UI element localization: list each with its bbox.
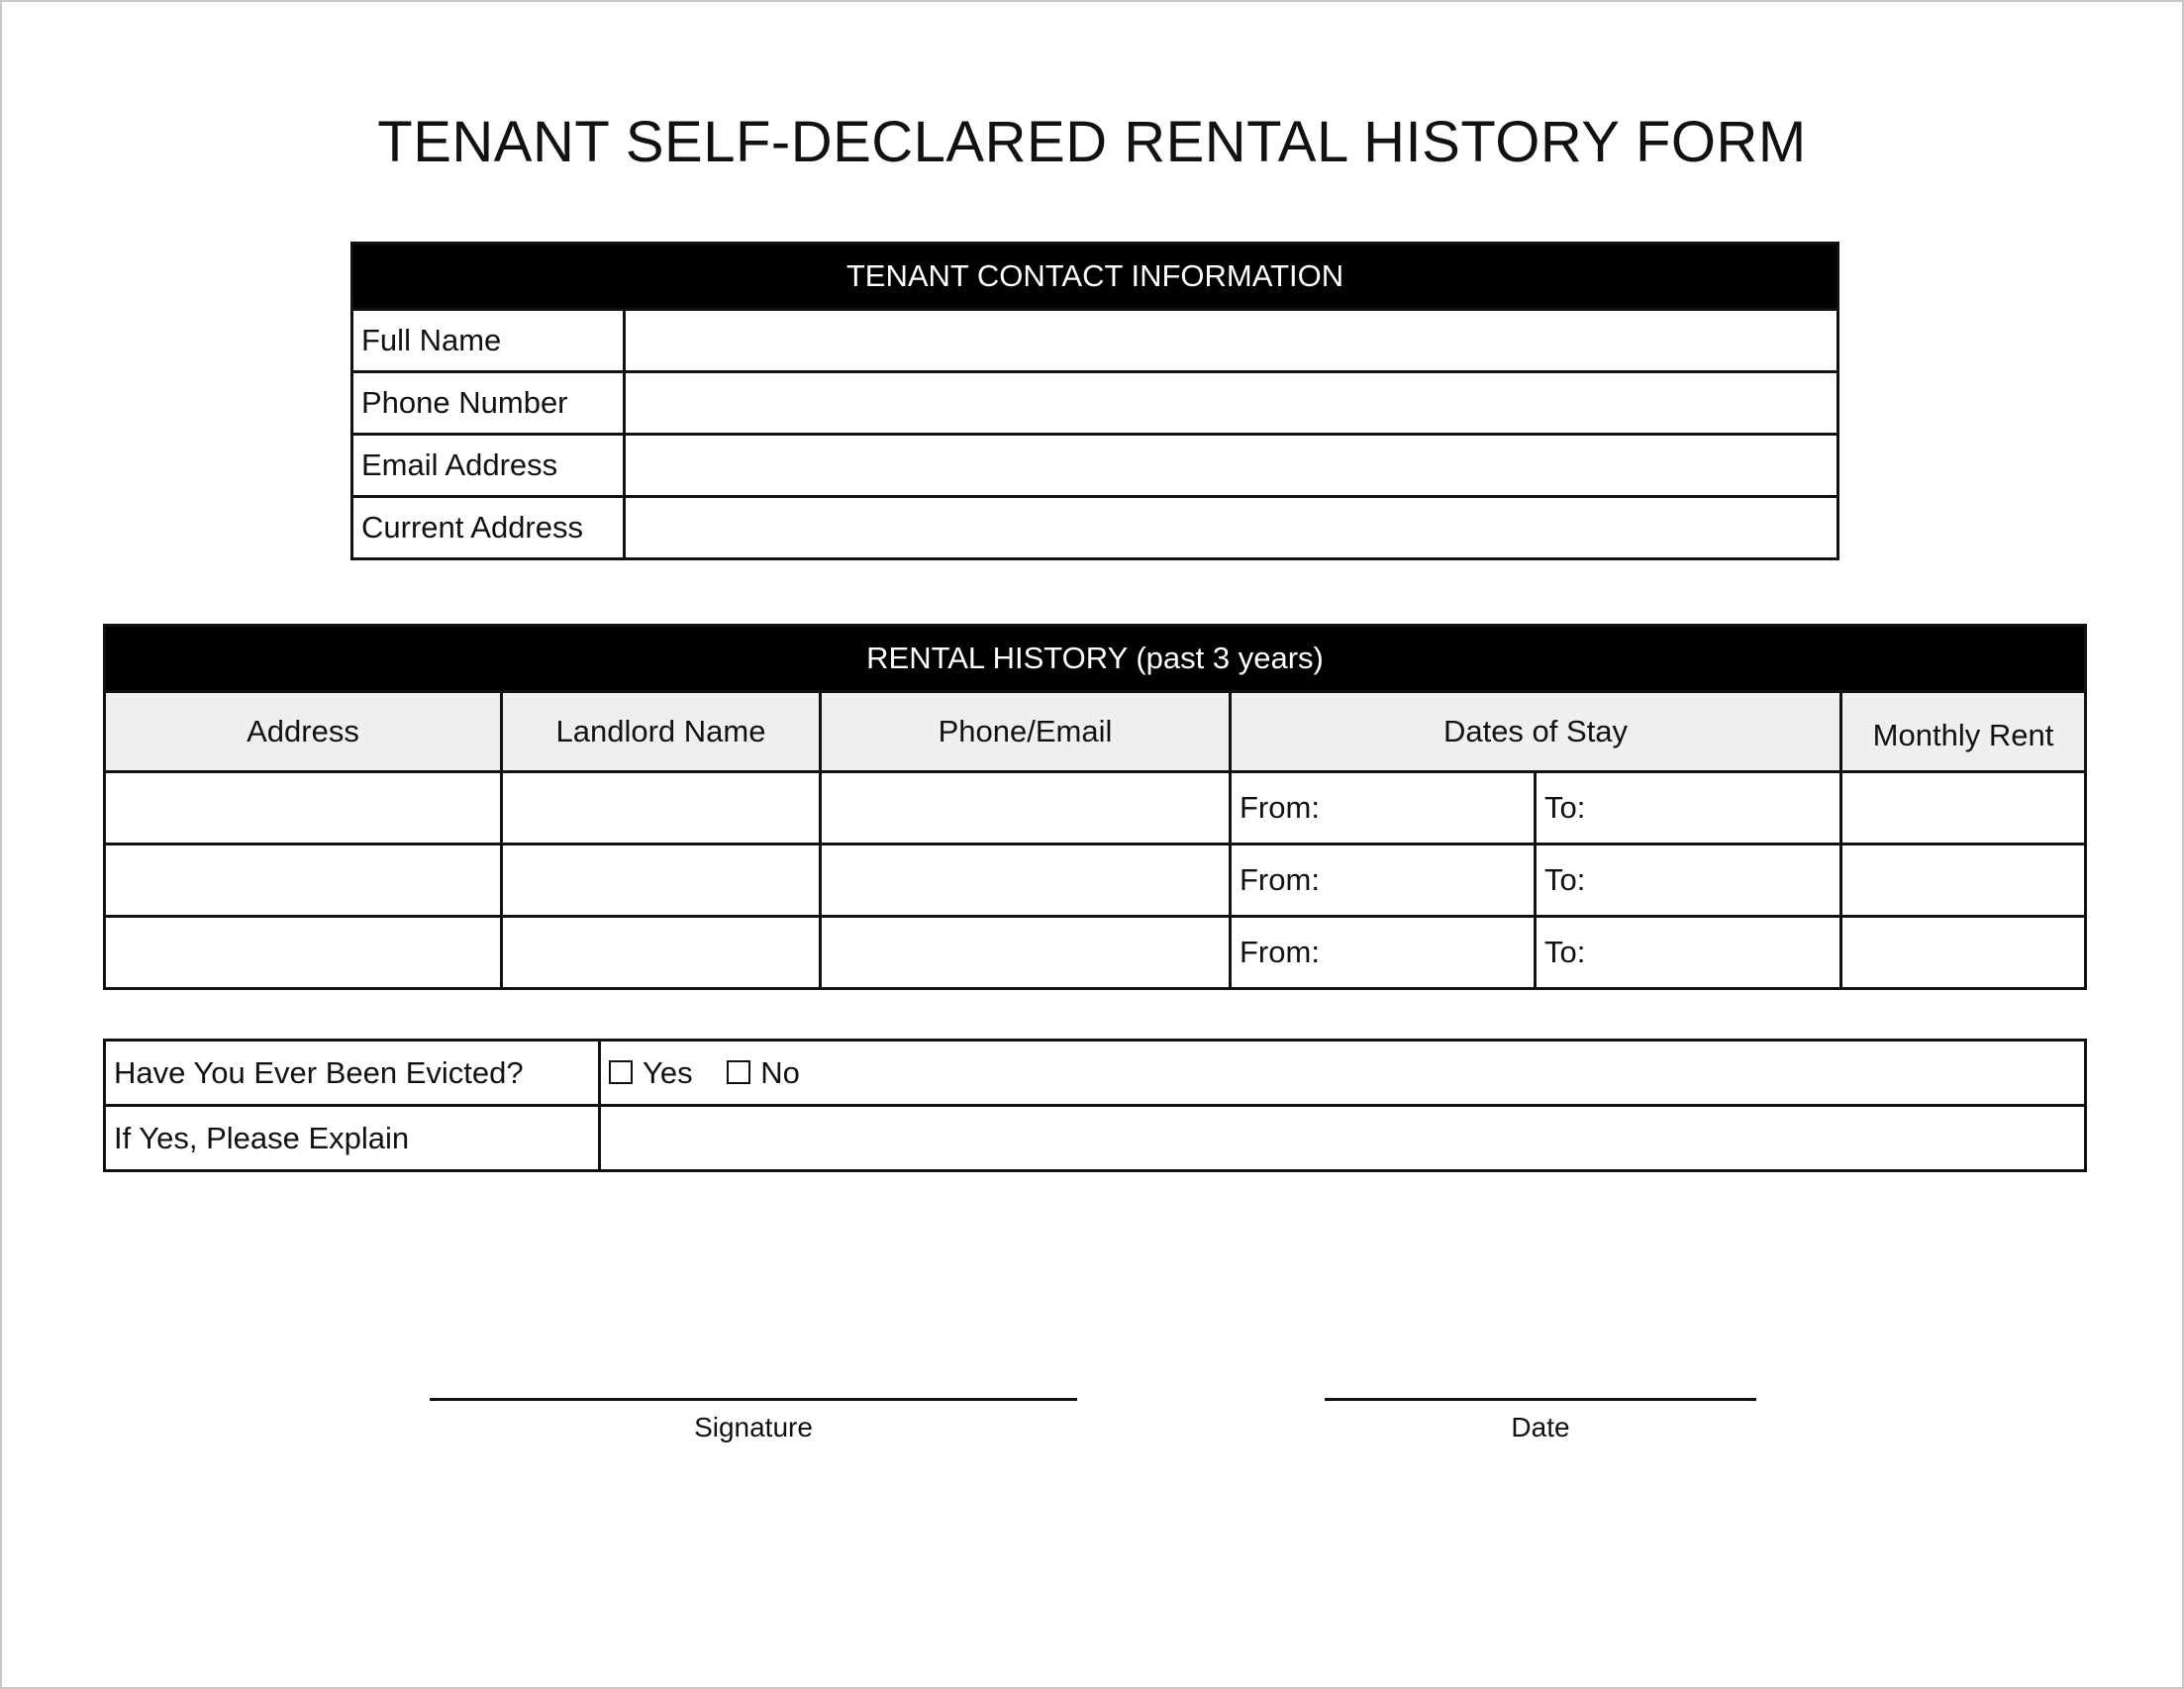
contact-info-header: TENANT CONTACT INFORMATION [352, 244, 1838, 310]
no-option[interactable] [727, 1055, 800, 1090]
phone-number-field[interactable] [625, 372, 1838, 435]
address-cell[interactable] [105, 772, 502, 844]
no-label: No [760, 1054, 800, 1090]
page-title: TENANT SELF-DECLARED RENTAL HISTORY FORM [377, 110, 1807, 174]
landlord-name-cell[interactable] [502, 844, 821, 917]
checkbox-icon[interactable] [727, 1060, 750, 1084]
monthly-rent-cell[interactable] [1841, 772, 2086, 844]
column-header-phone-email: Phone/Email [821, 692, 1231, 772]
monthly-rent-cell[interactable] [1841, 844, 2086, 917]
evicted-question-label: Have You Ever Been Evicted? [105, 1041, 600, 1106]
explain-field[interactable] [600, 1106, 2086, 1171]
phone-number-label: Phone Number [352, 372, 625, 435]
full-name-label: Full Name [352, 310, 625, 372]
eviction-table [103, 1039, 2087, 1172]
to-date-cell[interactable]: To: [1536, 917, 1841, 989]
rental-history-table [103, 624, 2087, 990]
table-row [105, 917, 2086, 989]
address-cell[interactable] [105, 844, 502, 917]
contact-info-table [350, 242, 1839, 560]
current-address-field[interactable] [625, 497, 1838, 559]
email-address-label: Email Address [352, 435, 625, 497]
yes-label: Yes [643, 1054, 693, 1090]
checkbox-icon[interactable] [609, 1060, 633, 1084]
from-date-cell[interactable]: From: [1231, 917, 1536, 989]
column-header-dates-of-stay: Dates of Stay [1231, 692, 1841, 772]
explain-label: If Yes, Please Explain [105, 1106, 600, 1171]
phone-email-cell[interactable] [821, 772, 1231, 844]
phone-email-cell[interactable] [821, 844, 1231, 917]
current-address-label: Current Address [352, 497, 625, 559]
address-cell[interactable] [105, 917, 502, 989]
email-address-field[interactable] [625, 435, 1838, 497]
signature-label: Signature [694, 1412, 813, 1442]
column-header-landlord-name: Landlord Name [502, 692, 821, 772]
from-date-cell[interactable]: From: [1231, 772, 1536, 844]
rental-history-header: RENTAL HISTORY (past 3 years) [105, 626, 2086, 692]
to-date-cell[interactable]: To: [1536, 844, 1841, 917]
date-line[interactable] [1325, 1398, 1756, 1401]
column-header-monthly-rent: Monthly Rent [1841, 692, 2086, 772]
signature-line[interactable] [430, 1398, 1077, 1401]
monthly-rent-cell[interactable] [1841, 917, 2086, 989]
landlord-name-cell[interactable] [502, 772, 821, 844]
table-row [105, 772, 2086, 844]
landlord-name-cell[interactable] [502, 917, 821, 989]
to-date-cell[interactable]: To: [1536, 772, 1841, 844]
date-label: Date [1511, 1412, 1570, 1442]
yes-option[interactable] [609, 1055, 693, 1090]
evicted-options [600, 1041, 2086, 1106]
phone-email-cell[interactable] [821, 917, 1231, 989]
column-header-address: Address [105, 692, 502, 772]
full-name-field[interactable] [625, 310, 1838, 372]
table-row [105, 844, 2086, 917]
from-date-cell[interactable]: From: [1231, 844, 1536, 917]
